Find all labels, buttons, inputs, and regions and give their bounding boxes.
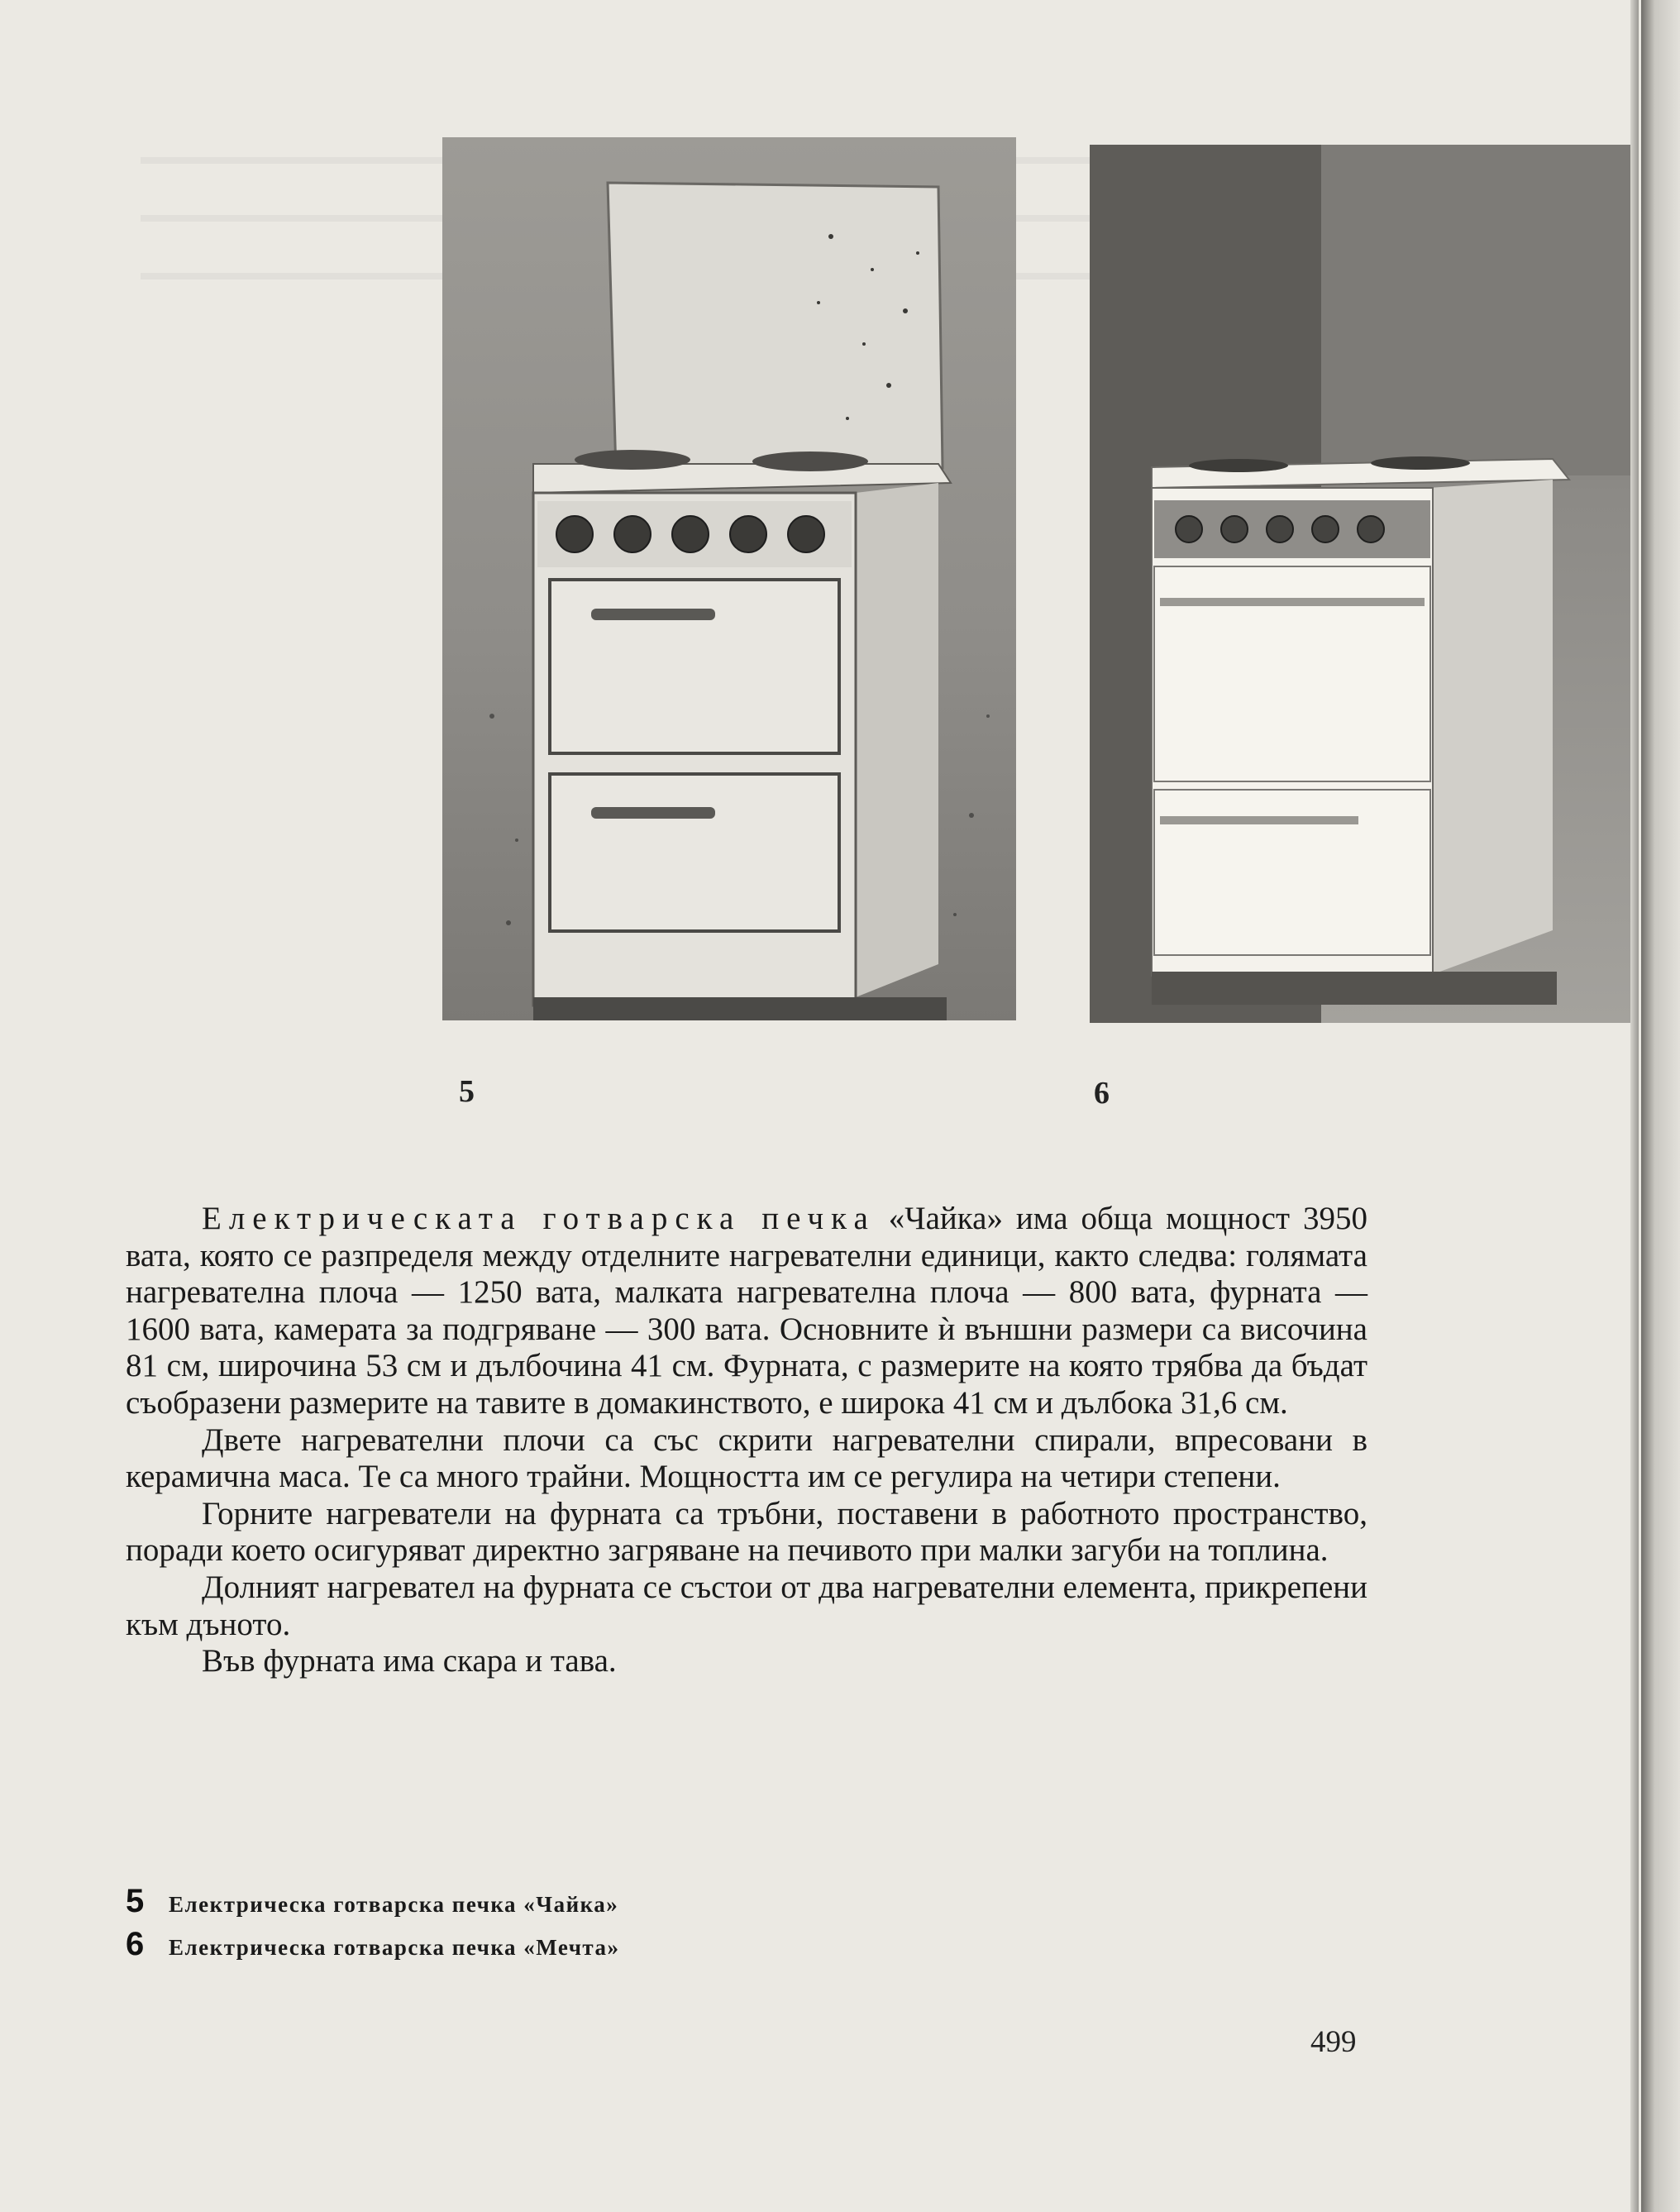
- paragraph-2: Двете нагревателни плочи са със скрити нагревателни спирали, впресовани в керамична маса. Те са много трайни. Мощността им се регулира на четири степени.: [126, 1421, 1367, 1495]
- paragraph-1: [126, 1201, 1367, 1422]
- caption-figure-5: [126, 1883, 870, 1926]
- stove-mechta-illustration: [1090, 145, 1637, 1023]
- paragraph-5: Във фурната има скара и тава.: [202, 1643, 617, 1679]
- caption-text: Електрическа готварска печка «Мечта»: [169, 1935, 620, 1960]
- stove-chaika-illustration: [442, 137, 1016, 1020]
- caption-number: 5: [126, 1883, 145, 1919]
- page-edge: [1630, 0, 1639, 2212]
- figure-6-photo: [1090, 145, 1637, 1023]
- caption-figure-6: [126, 1926, 870, 1969]
- figure-6-number: 6: [1094, 1076, 1110, 1111]
- paragraph-3: Горните нагреватели на фурната са тръбни, поставени в работното пространство, поради което осигуряват директно загряване на печивото при малки загуби на топлина.: [126, 1495, 1367, 1569]
- figure-5-photo: [442, 137, 1016, 1020]
- page-number: 499: [1310, 2025, 1357, 2059]
- figure-5-number: 5: [459, 1074, 475, 1109]
- caption-text: Електрическа готварска печка «Чайка»: [169, 1892, 619, 1917]
- figure-captions: [126, 1883, 870, 1969]
- caption-number: 6: [126, 1926, 145, 1962]
- paragraph-lead-spaced: Електрическата готварска печка: [202, 1201, 876, 1236]
- article-body: [126, 1201, 1367, 1680]
- binding-shadow: [1641, 0, 1680, 2212]
- paragraph-4: Долният нагревател на фурната се състои от два нагревателни елемента, прикрепени към дъното.: [126, 1569, 1367, 1642]
- paragraph-1-text: «Чайка» има обща мощност 3950 вата, която се разпределя между отделните нагревателни единици, както следва: голямата нагревателна плоча — 1250 вата, малката нагревателна плоча — 800 вата, фурната — 1600 вата, камерата за подгряване — 300 вата. Основните ѝ външни размери са височина 81 см, широчина 53 см и дълбочина 41 см. Фурната, с размерите на която трябва да бъдат съобразени размерите на тавите в домакинството, е широка 41 см и дълбока 31,6 см.: [126, 1201, 1367, 1421]
